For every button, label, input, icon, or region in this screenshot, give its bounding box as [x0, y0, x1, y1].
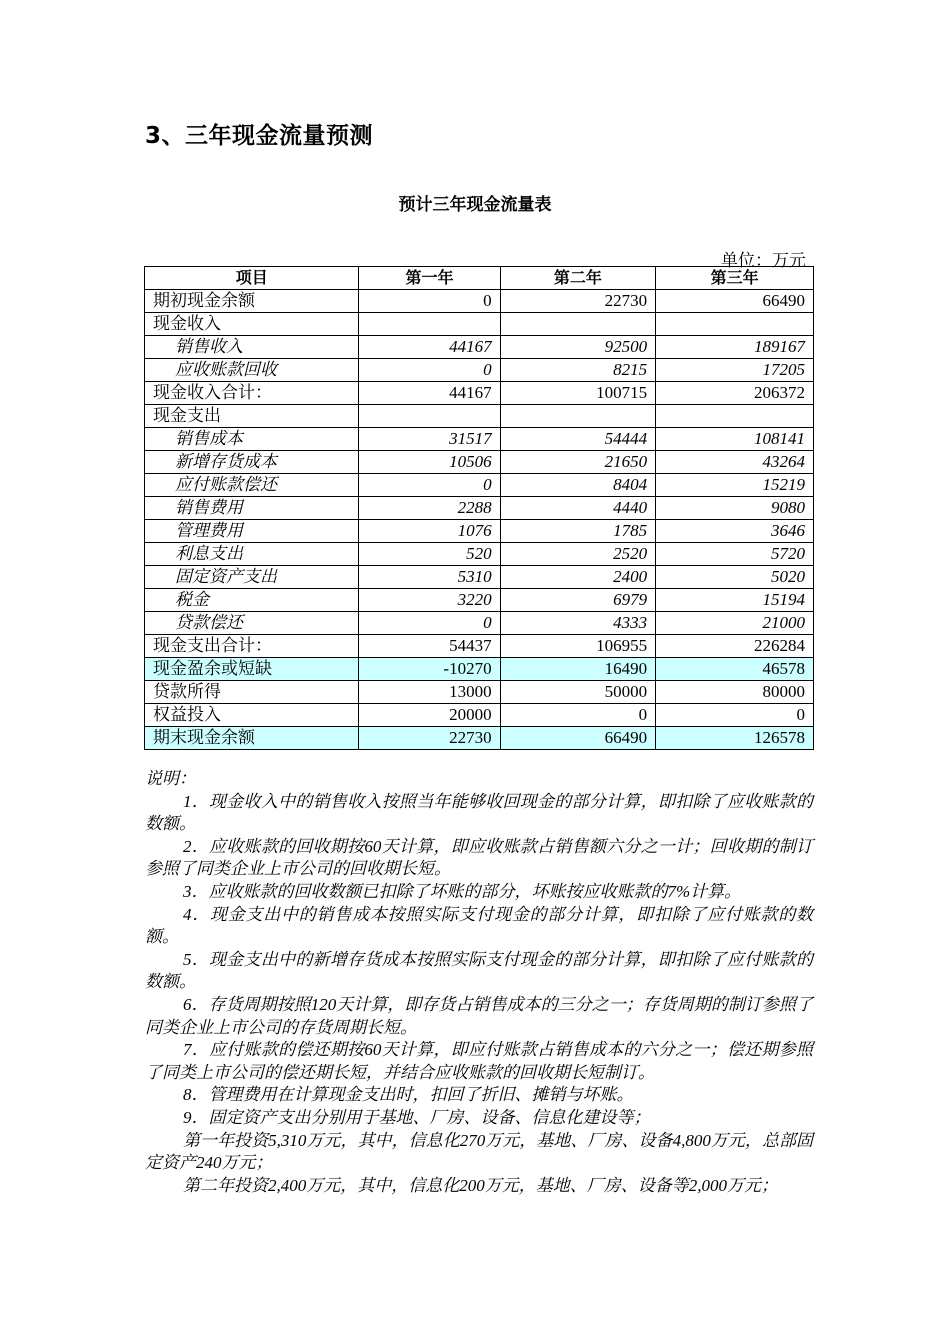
- row-label: 新增存货成本: [145, 451, 359, 474]
- note-item: 9．固定资产支出分别用于基地、厂房、设备、信息化建设等；: [183, 1107, 651, 1127]
- note-item: 第二年投资2,400万元，其中，信息化200万元，基地、厂房、设备等2,000万元；: [183, 1175, 778, 1195]
- cell-year-3: 15219: [656, 474, 814, 497]
- cell-year-3: 80000: [656, 681, 814, 704]
- cell-year-3: 206372: [656, 382, 814, 405]
- row-label: 现金支出: [145, 405, 359, 428]
- cell-year-2: 92500: [500, 336, 656, 359]
- cell-year-2: 8215: [500, 359, 656, 382]
- cash-flow-table: [144, 266, 814, 750]
- cell-year-2: [500, 405, 656, 428]
- cell-year-1: [359, 405, 500, 428]
- row-label: 贷款偿还: [145, 612, 359, 635]
- cell-year-3: 3646: [656, 520, 814, 543]
- row-label: 应收账款回收: [145, 359, 359, 382]
- table-row-highlighted: [145, 658, 814, 681]
- table-header-row: [145, 267, 814, 290]
- table-row: [145, 451, 814, 474]
- cell-year-3: 66490: [656, 290, 814, 313]
- cell-year-1: 20000: [359, 704, 500, 727]
- cell-year-1: [359, 313, 500, 336]
- table-row: [145, 290, 814, 313]
- cell-year-1: 1076: [359, 520, 500, 543]
- cell-year-2: 50000: [500, 681, 656, 704]
- cell-year-2: 6979: [500, 589, 656, 612]
- cell-year-3: 46578: [656, 658, 814, 681]
- cell-year-3: 5720: [656, 543, 814, 566]
- cell-year-2: 54444: [500, 428, 656, 451]
- note-item: 6．存货周期按照120天计算，即存货占销售成本的三分之一；存货周期的制订参照了同类企业上市公司的存货周期长短。: [145, 994, 813, 1037]
- cell-year-1: -10270: [359, 658, 500, 681]
- table-row: [145, 635, 814, 658]
- table-row: [145, 681, 814, 704]
- cell-year-2: 106955: [500, 635, 656, 658]
- header-year-3: 第三年: [656, 267, 814, 290]
- note-item: 4．现金支出中的销售成本按照实际支付现金的部分计算，即扣除了应付账款的数额。: [145, 904, 813, 947]
- cell-year-2: 100715: [500, 382, 656, 405]
- note-item: 3．应收账款的回收数额已扣除了坏账的部分，坏账按应收账款的7%计算。: [183, 881, 742, 901]
- cell-year-2: 0: [500, 704, 656, 727]
- note-item: 2．应收账款的回收期按60天计算，即应收账款占销售额六分之一计；回收期的制订参照了同类企业上市公司的回收期长短。: [145, 836, 813, 879]
- cell-year-3: 226284: [656, 635, 814, 658]
- table-row: [145, 336, 814, 359]
- note-item: 1．现金收入中的销售收入按照当年能够收回现金的部分计算，即扣除了应收账款的数额。: [145, 791, 813, 834]
- cell-year-3: 108141: [656, 428, 814, 451]
- section-title: 3、三年现金流量预测: [145, 123, 374, 149]
- cell-year-3: [656, 405, 814, 428]
- table-row: [145, 612, 814, 635]
- cell-year-3: 15194: [656, 589, 814, 612]
- cell-year-2: 1785: [500, 520, 656, 543]
- table-row: [145, 566, 814, 589]
- cell-year-1: 44167: [359, 382, 500, 405]
- table-row: [145, 520, 814, 543]
- row-label: 利息支出: [145, 543, 359, 566]
- cell-year-3: 17205: [656, 359, 814, 382]
- row-label: 现金支出合计：: [145, 635, 359, 658]
- cell-year-1: 0: [359, 474, 500, 497]
- cell-year-2: 2520: [500, 543, 656, 566]
- note-item: 5．现金支出中的新增存货成本按照实际支付现金的部分计算，即扣除了应付账款的数额。: [145, 949, 813, 992]
- row-label: 应付账款偿还: [145, 474, 359, 497]
- table-row: [145, 428, 814, 451]
- table-row: [145, 497, 814, 520]
- row-label: 现金收入合计：: [145, 382, 359, 405]
- table-row: [145, 359, 814, 382]
- table-row: [145, 382, 814, 405]
- cell-year-2: 21650: [500, 451, 656, 474]
- cell-year-1: 54437: [359, 635, 500, 658]
- cell-year-1: 520: [359, 543, 500, 566]
- table-row: [145, 313, 814, 336]
- row-label: 期末现金余额: [145, 727, 359, 750]
- cell-year-3: [656, 313, 814, 336]
- cell-year-1: 31517: [359, 428, 500, 451]
- row-label: 税金: [145, 589, 359, 612]
- row-label: 贷款所得: [145, 681, 359, 704]
- row-label: 固定资产支出: [145, 566, 359, 589]
- cell-year-1: 10506: [359, 451, 500, 474]
- table-row: [145, 405, 814, 428]
- row-label: 销售成本: [145, 428, 359, 451]
- row-label: 期初现金余额: [145, 290, 359, 313]
- note-item: 8．管理费用在计算现金支出时，扣回了折旧、摊销与坏账。: [183, 1085, 634, 1105]
- cell-year-1: 3220: [359, 589, 500, 612]
- cell-year-1: 2288: [359, 497, 500, 520]
- cell-year-2: 2400: [500, 566, 656, 589]
- cell-year-3: 189167: [656, 336, 814, 359]
- cell-year-2: 22730: [500, 290, 656, 313]
- cell-year-1: 0: [359, 359, 500, 382]
- row-label: 权益投入: [145, 704, 359, 727]
- cell-year-2: 66490: [500, 727, 656, 750]
- header-year-2: 第二年: [500, 267, 656, 290]
- cell-year-3: 5020: [656, 566, 814, 589]
- cell-year-1: 0: [359, 290, 500, 313]
- cell-year-2: 4333: [500, 612, 656, 635]
- table-row: [145, 543, 814, 566]
- notes-heading: 说明：: [145, 769, 196, 788]
- cell-year-2: 16490: [500, 658, 656, 681]
- cell-year-2: 4440: [500, 497, 656, 520]
- cell-year-1: 0: [359, 612, 500, 635]
- cell-year-3: 21000: [656, 612, 814, 635]
- header-year-1: 第一年: [359, 267, 500, 290]
- cell-year-2: 8404: [500, 474, 656, 497]
- row-label: 销售收入: [145, 336, 359, 359]
- cell-year-1: 5310: [359, 566, 500, 589]
- table-row-highlighted: [145, 727, 814, 750]
- table-row: [145, 474, 814, 497]
- unit-label: 单位：万元: [721, 251, 806, 271]
- cell-year-1: 22730: [359, 727, 500, 750]
- cell-year-3: 9080: [656, 497, 814, 520]
- header-item: 项目: [145, 267, 359, 290]
- row-label: 现金盈余或短缺: [145, 658, 359, 681]
- note-item: 7．应付账款的偿还期按60天计算，即应付账款占销售成本的六分之一；偿还期参照了同类上市公司的偿还期长短，并结合应收账款的回收期长短制订。: [145, 1040, 813, 1082]
- table-title: 预计三年现金流量表: [398, 195, 552, 215]
- note-item: 第一年投资5,310万元，其中，信息化270万元，基地、厂房、设备4,800万元，总部固定资产240万元；: [145, 1130, 813, 1173]
- notes-section: [145, 768, 813, 1197]
- table-row: [145, 589, 814, 612]
- cell-year-3: 126578: [656, 727, 814, 750]
- cell-year-3: 43264: [656, 451, 814, 474]
- cell-year-1: 13000: [359, 681, 500, 704]
- cell-year-1: 44167: [359, 336, 500, 359]
- cell-year-2: [500, 313, 656, 336]
- row-label: 现金收入: [145, 313, 359, 336]
- cell-year-3: 0: [656, 704, 814, 727]
- row-label: 管理费用: [145, 520, 359, 543]
- row-label: 销售费用: [145, 497, 359, 520]
- table-row: [145, 704, 814, 727]
